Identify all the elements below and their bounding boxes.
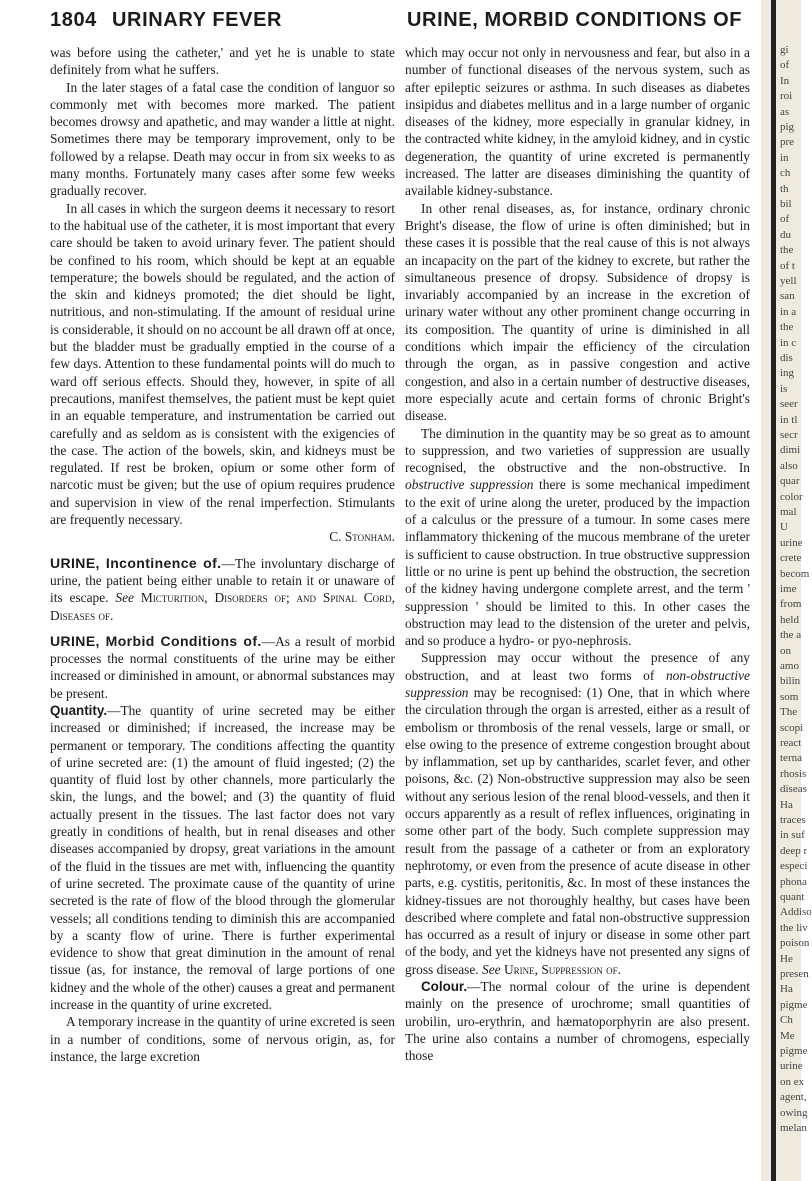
edge-fragment: traces (780, 814, 806, 826)
edge-fragment: the liv (780, 921, 808, 934)
running-header (0, 9, 801, 35)
paragraph: A temporary increase in the quantity of urine excreted is seen in a number of conditions, some of nervous origin, as, for instance, the large excretion (50, 1014, 395, 1064)
entry-incontinence (50, 555, 395, 624)
italic-term: non-obstructive suppression (405, 667, 750, 700)
paragraph-suppression (405, 425, 750, 650)
edge-fragment: ime (780, 583, 797, 595)
edge-fragment: bil (780, 198, 792, 210)
edge-fragment: agent, (780, 1091, 807, 1104)
edge-fragment: diseas (780, 783, 807, 796)
edge-fragment: quar (780, 475, 800, 488)
author-signature: C. Stonham. (329, 529, 395, 545)
paragraph: which may occur not only in nervousness and fear, but also in a number of functional diseases of the nervous system, such as after epileptic seizures or asthma. In such diseases as diabetes insipidus and diabetes mellitus and in a large number of organic diseases of the kidney, more especially in granular kidney, in the contracted white kidney, in the amyloid kidney, and in cystic degeneration, the quantity of urine excreted is permanently increased. The latter are diseases diminishing the quantity of available kidney-substance. (405, 45, 750, 199)
edge-fragment: Ha (780, 983, 793, 996)
text-run: The diminution in the quantity may be so great as to amount to suppression, and two varieties of suppression are usually recognised, the obstructive and the non-obstructive. In (405, 425, 750, 476)
edge-fragment: color (780, 490, 803, 503)
page-number: 1804 (50, 9, 97, 31)
entry-text: —The involuntary discharge of urine, the patient being either unable to retain it or unaware of its escape. (50, 555, 395, 606)
entry-morbid-conditions (50, 633, 395, 702)
edge-fragment: In (780, 74, 790, 87)
edge-fragment: du (780, 228, 791, 241)
edge-fragment: in suf (780, 829, 805, 842)
edge-fragment: react (780, 737, 802, 749)
edge-fragment: Me (780, 1029, 795, 1042)
section-colour (405, 978, 750, 1064)
edge-fragment: terna (780, 752, 802, 765)
edge-fragment: pig (780, 121, 795, 133)
edge-fragment: amo (780, 660, 799, 672)
edge-fragment: melan (780, 1122, 807, 1134)
edge-fragment: the a (780, 629, 802, 642)
edge-fragment: the (780, 321, 794, 334)
edge-fragment: He (780, 952, 793, 965)
edge-fragment: from (780, 598, 802, 611)
section-quantity (50, 702, 395, 1013)
edge-fragment: presen (780, 968, 809, 980)
edge-fragment: Ha (780, 798, 793, 811)
text-run: Suppression may occur without the presence of any obstruction, and at least two forms of (405, 650, 750, 683)
edge-fragment: on (780, 644, 791, 657)
edge-fragment: roi (780, 90, 793, 103)
edge-fragment: pre (780, 136, 795, 149)
edge-fragment: in (780, 151, 789, 164)
edge-fragment: owing (780, 1106, 808, 1119)
paragraph: In the later stages of a fatal case the condition of languor so commonly met with becomes more marked. The patient becomes drowsy and apathetic, and may wander a little at night. Sometimes there may be temporary improvement, only to be followed by a relapse. Death may occur in from six weeks to as many months. Fortunately many cases after some few weeks gradually recover. (50, 79, 395, 199)
subheading: Quantity. (50, 702, 108, 718)
subheading: Colour. (421, 979, 468, 995)
italic-term: obstructive suppression (405, 477, 534, 493)
edge-fragment: urine (780, 1060, 803, 1073)
edge-fragment: in c (780, 336, 797, 349)
edge-fragment: th (780, 182, 789, 195)
edge-fragment: the (780, 244, 794, 257)
edge-fragment: secr (780, 429, 798, 441)
edge-fragment: yell (780, 275, 797, 287)
right-column (405, 44, 750, 1065)
edge-fragment: rhosis (780, 767, 807, 780)
edge-fragment: mal (780, 506, 797, 518)
see-label: See (115, 590, 134, 606)
entry-text: —As a result of morbid processes the normal constituents of the urine may be either increased or diminished in amount, or abnormal substances may be present. (50, 633, 395, 701)
edge-fragment: poison (780, 937, 810, 950)
binding-shadow (771, 0, 776, 1181)
edge-fragment: dis (780, 352, 793, 364)
section-text: —The normal colour of the urine is dependent mainly on the presence of urochrome; small quantities of urobilin, uro-erythrin, and hæmatoporphyrin are also present. The urine also contains a number of chromogens, especially those (405, 979, 750, 1064)
edge-fragment: urine (780, 536, 803, 549)
edge-fragment: of (780, 59, 790, 72)
edge-fragment: becom (780, 567, 810, 580)
edge-fragment: is (780, 382, 788, 395)
edge-fragment: Ch (780, 1014, 793, 1027)
right-running-title: URINE, MORBID CONDITIONS OF (407, 9, 743, 31)
edge-fragment: on ex (780, 1075, 805, 1088)
edge-fragment: in a (780, 305, 797, 318)
edge-fragment: deep r (780, 844, 808, 857)
edge-fragment: of t (780, 259, 795, 272)
paragraph: In all cases in which the surgeon deems it necessary to resort to the habitual use of the catheter, it is most important that every care should be taken to avoid urinary fever. The patient should be confined to his room, which should be kept at an equable temperature; the bowels should be regulated, and the action of the skin and kidneys promoted; the diet should be light, nutritious, and non-stimulating. If the amount of residual urine is considerable, it should on no account be all drawn off at once, but the bladder must be gradually emptied in the course of a few days. Attention to these fundamental points will do much to ward off serious effects. Should they, however, in spite of all precautions, manifest themselves, the patient must be kept quiet in an equable temperature, and instrumentation be carried out carefully and as seldom as is consistent with the exigencies of the case. The action of the bowels, skin, and kidneys must be regulated. If rest be broken, opium or some other form of narcotic must be given; but the use of opium requires prudence and supervision in view of the renal imperfection. Stimulants are frequently necessary. (50, 200, 395, 528)
edge-fragment: ch (780, 167, 791, 180)
paragraph: In other renal diseases, as, for instance, ordinary chronic Bright's disease, the flow of urine is often diminished; but in these cases it is possible that the real cause of this is not always an incapacity on the part of the kidney to excrete, but rather the simultaneous presence of dropsy. Subsidence of dropsy is invariably accompanied by an increase in the excretion of urinary water without any other prominent change occurring in its composition. The quantity of urine is diminished in all conditions which impair the efficiency of the circulation through the organ, as in passive congestion and active congestion, and also in a certain number of destructive diseases, more especially acute and certain forms of chronic Bright's disease. (405, 200, 750, 424)
edge-fragment: ing (780, 367, 795, 380)
edge-fragment: quant (780, 891, 805, 903)
edge-fragment: gi (780, 44, 789, 56)
edge-fragment: U (780, 521, 788, 534)
text-run: may be recognised: (1) One, that in which where the circulation through the organ is arrested, either as a result of embolism or thrombosis of the renal vessels, large or small, or else owing to the presence of extreme congestion brought about by inflammation, set up by cantharides, scarlet fever, and other poisons, &c. (2) Non-obstructive suppression may also be seen without any serious lesion of the renal blood-vessels, and then it occurs apparently as a result of reflex influences, originating in some other part of the body. Such complete suppression may result from the passage of a catheter or from an exploratory nephrotomy, or even from the presence of acute disease in other parts, e.g. cystitis, peritonitis, &c. In most of these instances the kidney-tissues are not thoroughly healthy, but cases have been described where complete and fatal non-obstructive suppression has occurred as a result of injury or disease in some other part of the body, and yet the kidneys have not presented any signs of gross disease. (405, 684, 750, 977)
edge-fragment: of (780, 213, 790, 226)
edge-fragment: in tl (780, 413, 798, 426)
cross-reference: Micturition, Disorders of; and Spinal Cord, Diseases of. (50, 590, 395, 623)
next-page-edge (761, 0, 812, 1181)
entry-heading: URINE, Morbid Conditions of. (50, 632, 262, 649)
text-run: there is some mechanical impediment to the exit of urine along the ureter, produced by the impaction of a calculus or the pressure of a tumour. In some cases mere inflammatory thickening of the mucous membrane of the ureter is sufficient to cause obstruction. In true obstructive suppression little or no urine is pent up behind the obstruction, the secretion of the kidney having undergone complete arrest, and the term ' suppression ' should be limited to this. In other cases the obstruction may lead to the distension of the ureter and pelvis, and so produce a hydro- or pyo-nephrosis. (405, 477, 751, 649)
edge-fragment: The (780, 706, 798, 719)
edge-fragment: also (780, 459, 798, 472)
edge-fragment: phona (780, 875, 807, 888)
edge-fragment: Addiso (780, 906, 812, 919)
left-running-title: URINARY FEVER (112, 9, 283, 31)
edge-fragment: som (780, 690, 799, 703)
edge-fragment: crete (780, 552, 802, 565)
entry-heading: URINE, Incontinence of. (50, 554, 222, 571)
section-text: —The quantity of urine secreted may be either increased or diminished; if increased, the increase may be permanent or temporary. The conditions affecting the quantity of urine secreted are: (1) the amount of fluid ingested; (2) the quantity of fluid lost by other channels, more particularly the skin, the lungs, and the bowel; and (3) the quantity of fluid actually present in the tissues. The last factor does not vary greatly in conditions of health, but in renal diseases and other diseases accompanied by dropsy, great variations in the amount of the fluid in the tissues are met with, influencing the quantity of urine secreted. The proximate cause of the quantity of urine secreted is the rate of flow of the blood through the glomerular vessels; all conditions tending to diminish this are accompanied by a scanty flow of urine. There is further experimental evidence to show that great diminution in the amount of renal tissue (as, for instance, the removal of large portions of one kidney and the whole of the other) causes a great and permanent increase in the quantity of urine excreted. (50, 702, 395, 1013)
paragraph: was before using the catheter,' and yet he is unable to state definitely from what he suffers. (50, 45, 395, 78)
edge-fragment: held (780, 613, 799, 626)
edge-fragment: pigme (780, 1045, 808, 1057)
see-label: See (482, 961, 501, 977)
edge-fragment: san (780, 290, 795, 303)
edge-fragment: bilin (780, 675, 801, 688)
edge-fragment: dimi (780, 444, 801, 457)
edge-fragment: seer (780, 398, 798, 411)
left-column (50, 44, 395, 1065)
paragraph-non-obstructive (405, 649, 750, 978)
cross-reference: Urine, Suppression of. (503, 961, 621, 977)
edge-fragment: pigme (780, 998, 808, 1011)
edge-fragment: scopi (780, 721, 804, 734)
edge-fragment: especi (780, 860, 808, 873)
edge-fragment: as (780, 105, 790, 118)
